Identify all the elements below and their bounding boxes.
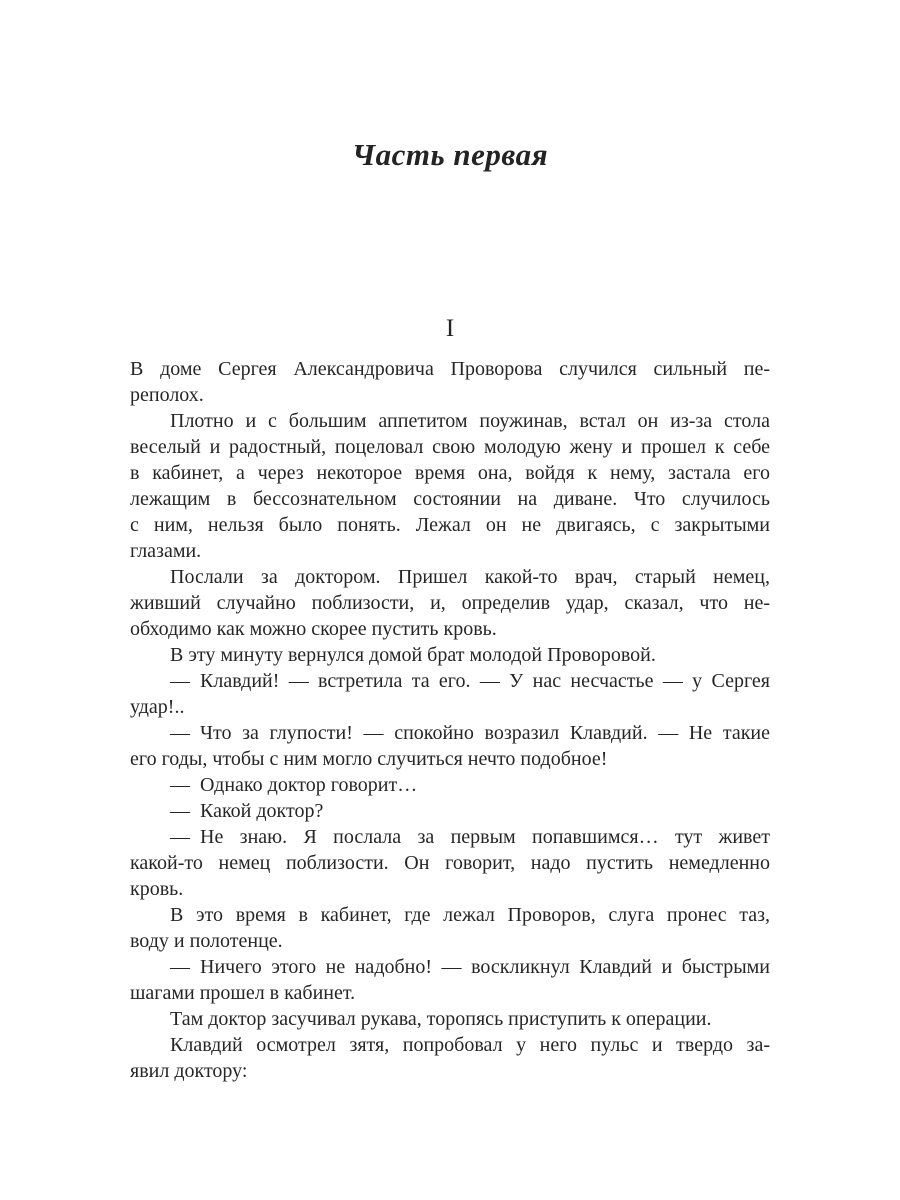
text-line: обходимо как можно скорее пустить кровь. [130, 618, 497, 640]
text-line: Послали за доктором. Пришел какой-то врач, старый немец, [170, 566, 770, 588]
part-title: Часть первая [351, 137, 549, 172]
text-line: веселый и радостный, поцеловал свою молодую жену и прошел к себе [130, 436, 770, 458]
text-line: явил доктору: [130, 1060, 248, 1082]
text-line: — Не знаю. Я послала за первым попавшимся… тут живет [170, 826, 770, 848]
text-line: удар!.. [130, 696, 185, 718]
text-line: глазами. [130, 540, 202, 562]
text-line: воду и полотенце. [130, 930, 283, 952]
text-line: В это время в кабинет, где лежал Проворов, слуга пронес таз, [170, 904, 770, 926]
text-block [130, 0, 770, 1084]
text-line: Плотно и с большим аппетитом поужинав, встал он из-за стола [170, 410, 770, 432]
text-line: — Ничего этого не надобно! — воскликнул Клавдий и быстрыми [170, 956, 770, 978]
text-line: какой-то немец поблизости. Он говорит, надо пустить немедленно [130, 852, 770, 874]
text-line: Там доктор засучивал рукава, торопясь приступить к операции. [170, 1008, 712, 1030]
text-line: шагами прошел в кабинет. [130, 982, 356, 1004]
text-line: В эту минуту вернулся домой брат молодой Проворовой. [170, 644, 656, 666]
text-line: — Однако доктор говорит… [170, 774, 418, 796]
text-line: — Что за глупости! — спокойно возразил Клавдий. — Не такие [170, 722, 770, 744]
text-line: — Клавдий! — встретила та его. — У нас несчастье — у Сергея [170, 670, 770, 692]
text-line: — Какой доктор? [170, 800, 324, 822]
text-line: В доме Сергея Александровича Проворова случился сильный пе- [130, 358, 770, 380]
text-line: реполох. [130, 384, 204, 406]
chapter-numeral: I [445, 315, 455, 342]
body-text [130, 356, 770, 1084]
text-line: кровь. [130, 878, 184, 900]
text-line: лежащим в бессознательном состоянии на диване. Что случилось [130, 488, 770, 510]
text-line: живший случайно поблизости, и, определив удар, сказал, что не- [130, 592, 770, 614]
text-line: в кабинет, а через некоторое время она, войдя к нему, застала его [130, 462, 770, 484]
text-line: с ним, нельзя было понять. Лежал он не двигаясь, с закрытыми [130, 514, 770, 536]
text-line: Клавдий осмотрел зятя, попробовал у него пульс и твердо за- [170, 1034, 770, 1056]
text-line: его годы, чтобы с ним могло случиться нечто подобное! [130, 748, 608, 770]
